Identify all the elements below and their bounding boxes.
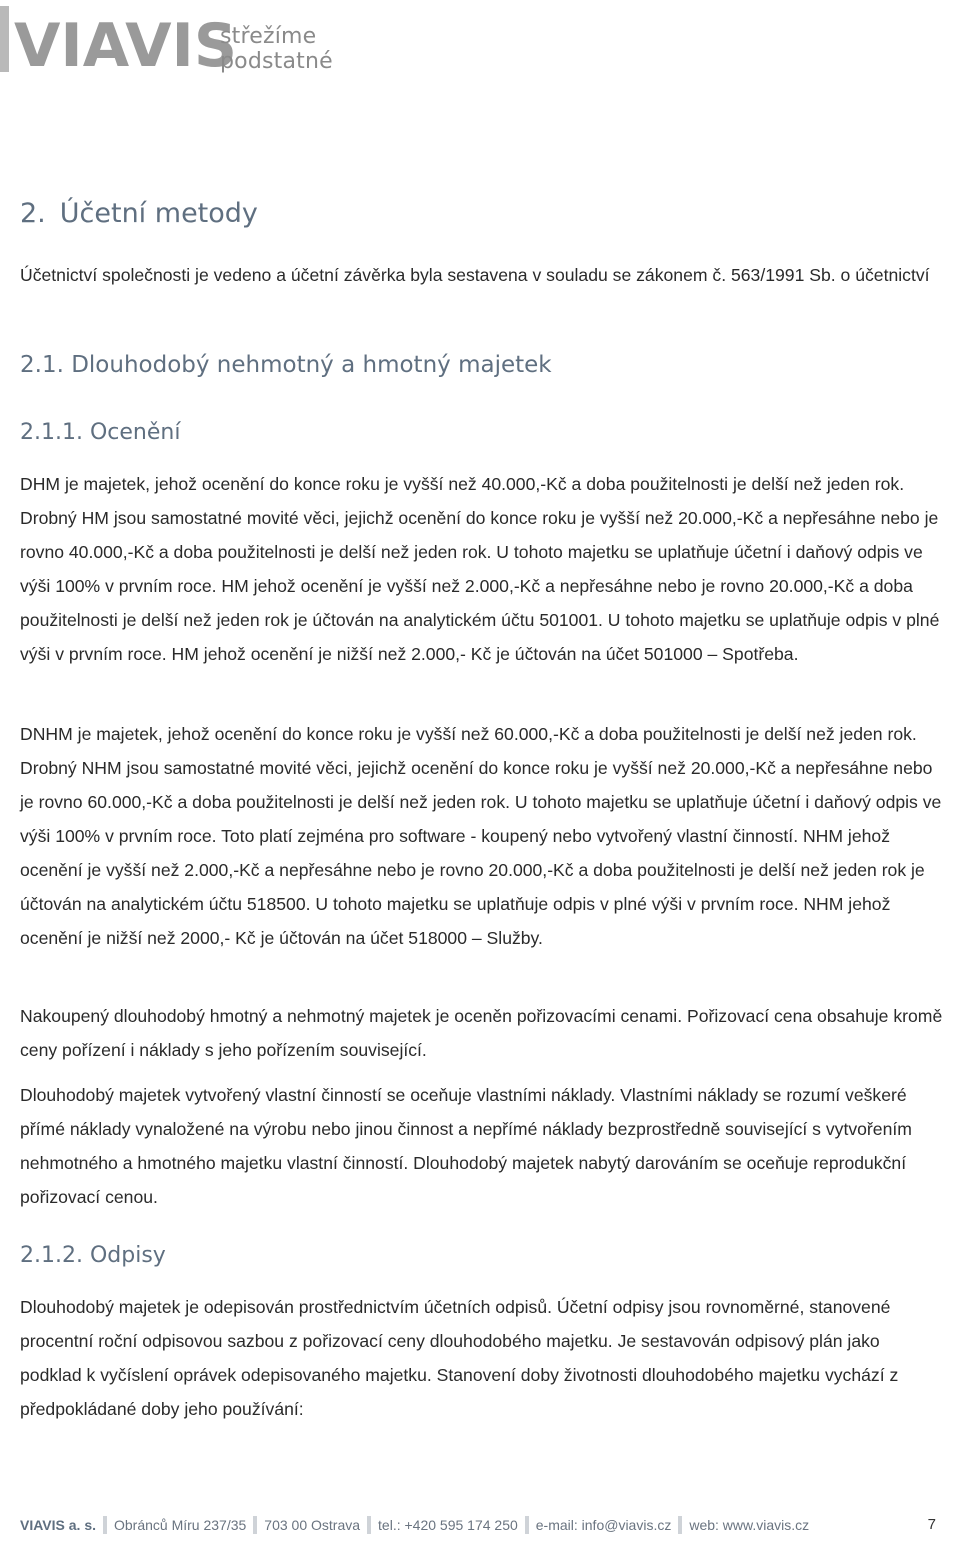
section-2-title bbox=[20, 198, 258, 229]
company-logo bbox=[0, 2, 420, 81]
section-2-1-2-title: 2.1.2. Odpisy bbox=[20, 1243, 166, 1268]
paragraph-vlastni-cinnost: Dlouhodobý majetek vytvořený vlastní činností se oceňuje vlastními náklady. Vlastními náklady se rozumí veškeré přímé náklady vynaložené na výrobu nebo jinou činnost a nepřímé náklady bezprostředně související s vytvořením nehmotného a hmotného majetku vlastní činností. Dlouhodobý majetek nabytý darováním se oceňuje reprodukční pořizovací cenou. bbox=[20, 1085, 912, 1207]
logo-tagline: střežíme podstatné bbox=[220, 24, 333, 74]
footer-street: Obránců Míru 237/35 bbox=[114, 1517, 247, 1534]
page-footer bbox=[20, 1516, 940, 1542]
page-number: 7 bbox=[927, 1516, 936, 1533]
paragraph-nakup: Nakoupený dlouhodobý hmotný a nehmotný majetek je oceněn pořizovacími cenami. Pořizovací cena obsahuje kromě ceny pořízení i náklady s jeho pořízením související. bbox=[20, 1006, 943, 1060]
footer-separator bbox=[525, 1516, 529, 1534]
paragraph-dhm: DHM je majetek, jehož ocenění do konce roku je vyšší než 40.000,-Kč a doba použitelnosti je delší než jeden rok. Drobný HM jsou samostatné movité věci, jejichž ocenění do konce roku je vyšší než 20.000,-Kč a nepřesáhne nebo je rovno 40.000,-Kč a doba použitelnosti je delší než jeden rok. U tohoto majetku se uplatňuje účetní i daňový odpis ve výši 100% v prvním roce. HM jehož ocenění je vyšší než 2.000,-Kč a nepřesáhne nebo je rovno 20.000,-Kč a doba použitelnosti je delší než jeden rok je účtován na analytickém účtu 501001. U tohoto majetku se uplatňuje odpis v plné výši v prvním roce. HM jehož ocenění je nižší než 2.000,- Kč je účtován na účet 501000 – Spotřeba. bbox=[20, 474, 940, 664]
footer-company: VIAVIS a. s. bbox=[20, 1517, 96, 1534]
section-2-1-1-title: 2.1.1. Ocenění bbox=[20, 420, 181, 445]
footer-separator bbox=[253, 1516, 257, 1534]
intro-paragraph: Účetnictví společnosti je vedeno a účetní závěrka byla sestavena v souladu se zákonem č. 563/1991 Sb. o účetnictví bbox=[20, 265, 930, 285]
paragraph-odpisy: Dlouhodobý majetek je odepisován prostřednictvím účetních odpisů. Účetní odpisy jsou rovnoměrné, stanovené procentní roční odpisovou sazbou z pořizovací ceny dlouhodobého majetku. Je sestavován odpisový plán jako podklad k vyčíslení oprávek odepisovaného majetku. Stanovení doby životnosti dlouhodobého majetku vychází z předpokládané doby jeho používání: bbox=[20, 1297, 899, 1419]
paragraph-dnhm: DNHM je majetek, jehož ocenění do konce roku je vyšší než 60.000,-Kč a doba použitelnosti je delší než jeden rok. Drobný NHM jsou samostatné movité věci, jejichž ocenění do konce roku je vyšší než 20.000,-Kč a nepřesáhne nebo je rovno 60.000,-Kč a doba použitelnosti je delší než jeden rok. U tohoto majetku se uplatňuje účetní i daňový odpis ve výši 100% v prvním roce. Toto platí zejména pro software - koupený nebo vytvořený vlastní činností. NHM jehož ocenění je vyšší než 2.000,-Kč a nepřesáhne nebo je rovno 20.000,-Kč a doba použitelnosti je delší než jeden rok je účtován na analytickém účtu 518500. U tohoto majetku se uplatňuje odpis v plné výši v prvním roce. NHM jehož ocenění je nižší než 2000,- Kč je účtován na účet 518000 – Služby. bbox=[20, 724, 942, 948]
footer-phone: tel.: +420 595 174 250 bbox=[378, 1517, 518, 1534]
footer-separator bbox=[678, 1516, 682, 1534]
logo-wordmark: VIAVIS bbox=[14, 11, 238, 81]
section-2-number: 2. bbox=[20, 198, 46, 229]
footer-separator bbox=[103, 1516, 107, 1534]
viavis-logo-icon bbox=[0, 2, 238, 81]
section-2-1-title: 2.1. Dlouhodobý nehmotný a hmotný majetek bbox=[20, 352, 552, 378]
footer-separator bbox=[367, 1516, 371, 1534]
section-2-title-text: Účetní metody bbox=[59, 198, 258, 229]
footer-city: 703 00 Ostrava bbox=[264, 1517, 361, 1534]
footer-web: web: www.viavis.cz bbox=[689, 1517, 810, 1534]
footer-email: e-mail: info@viavis.cz bbox=[535, 1517, 672, 1534]
